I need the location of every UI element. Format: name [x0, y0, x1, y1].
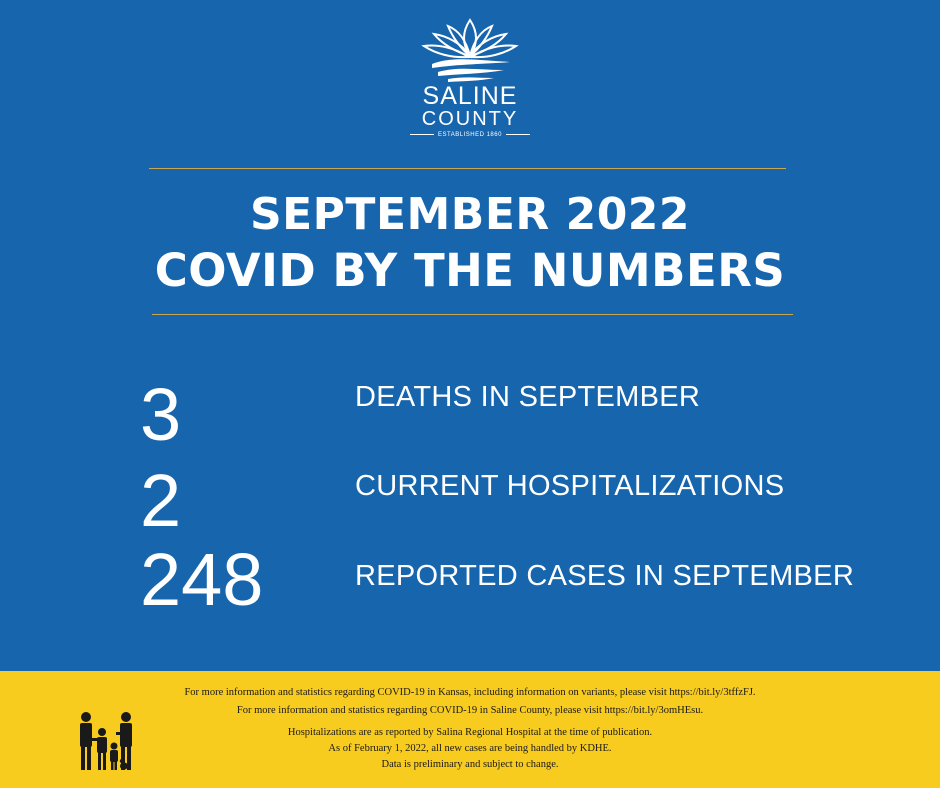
footer-note-preliminary: Data is preliminary and subject to change.: [381, 759, 559, 770]
footer-banner: [0, 671, 940, 788]
divider-top: [149, 168, 786, 169]
stat-hospitalizations-label: CURRENT HOSPITALIZATIONS: [355, 470, 785, 502]
footer-note-hospitalizations: Hospitalizations are as reported by Salina Regional Hospital at the time of publication.: [287, 727, 653, 738]
stat-deaths-label: DEATHS IN SEPTEMBER: [355, 381, 701, 413]
stat-cases-label: REPORTED CASES IN SEPTEMBER: [355, 560, 855, 592]
divider-bottom: [152, 314, 793, 315]
family-icon: [78, 712, 134, 772]
logo-established: ESTABLISHED 1860: [400, 132, 540, 138]
headline-month: SEPTEMBER 2022: [249, 189, 691, 240]
footer-info-saline: For more information and statistics regarding COVID-19 in Saline County, please visit https://bit.ly/3omHEsu.: [236, 705, 704, 716]
logo-text-saline: SALINE: [422, 82, 518, 110]
footer-info-kansas: For more information and statistics regarding COVID-19 in Kansas, including information on variants, please visit https://bit.ly/3tffzFJ.: [184, 687, 756, 698]
lotus-flower-over-water-icon: [418, 14, 522, 84]
stat-deaths-value: 3: [140, 373, 182, 456]
footer-note-kdhe: As of February 1, 2022, all new cases are being handled by KDHE.: [328, 743, 612, 754]
stat-cases-value: 248: [140, 538, 264, 621]
logo-text-county: COUNTY: [421, 108, 519, 130]
stat-hospitalizations-value: 2: [140, 459, 182, 542]
headline-title: COVID BY THE NUMBERS: [154, 244, 786, 297]
saline-county-logo: [400, 14, 540, 150]
